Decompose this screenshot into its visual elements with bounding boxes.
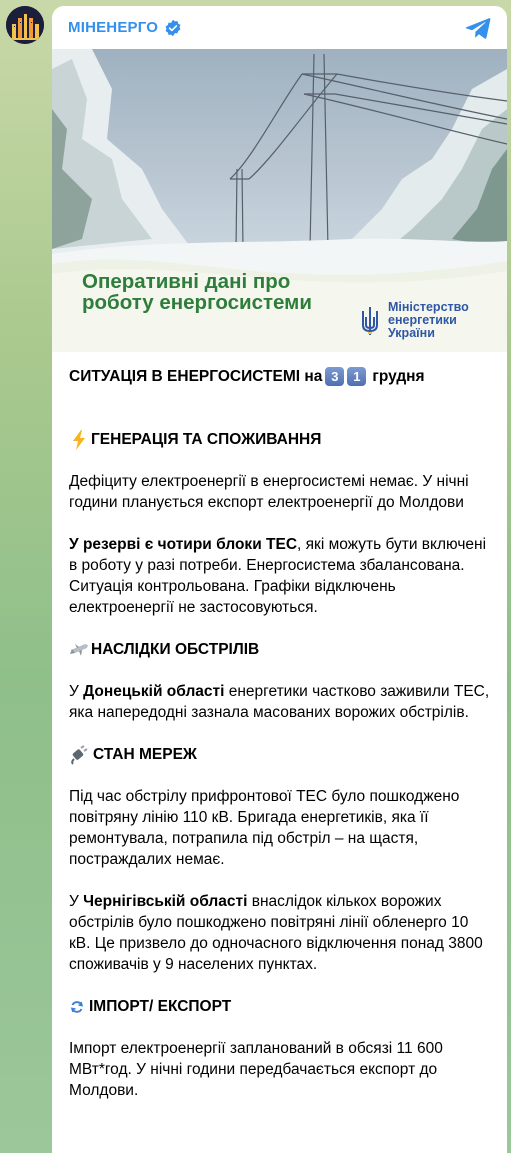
paragraph: Дефіциту електроенергії в енергосистемі немає. У нічні години планується експорт електроенергії до Молдови: [69, 473, 469, 511]
ministry-line-1: Міністерство: [388, 300, 469, 314]
paragraph-text: У: [69, 683, 84, 700]
section-title-text: НАСЛІДКИ ОБСТРІЛІВ: [91, 641, 260, 658]
section-title-text: ІМПОРТ/ ЕКСПОРТ: [89, 998, 232, 1015]
day-digit-badge: 3: [325, 367, 344, 386]
bold-text: У резерві є чотири блоки ТЕС: [69, 536, 298, 553]
paragraph: Імпорт електроенергії запланований в обсязі 11 600 МВт*год. У нічні години передбачається експорт до Молдови.: [69, 1040, 443, 1099]
ministry-logo-icon: [6, 6, 44, 44]
arrows-cycle-icon: [69, 997, 85, 1017]
paragraph-text: У: [69, 893, 84, 910]
ministry-logo: [360, 301, 469, 340]
missile-icon: [69, 640, 89, 660]
section-grid-title: [69, 744, 490, 765]
channel-avatar[interactable]: [6, 6, 44, 44]
post-banner-image[interactable]: [52, 49, 507, 352]
paragraph-text: внаслідок кількох ворожих обстрілів було пошкоджено повітряні лінії обленерго 10 кВ. Це призвело до одночасного відключення понад 3800 споживачів у 9 населених пунктах.: [69, 893, 483, 973]
section-import-export-title: [69, 996, 490, 1017]
channel-name[interactable]: МІНЕНЕРГО: [68, 19, 159, 36]
banner-title: Оперативні дані про роботу енергосистеми: [82, 270, 312, 314]
post-headline: [69, 366, 490, 387]
message-card: [52, 6, 507, 1153]
telegram-share-icon[interactable]: [465, 16, 491, 40]
ministry-line-2: енергетики: [388, 313, 457, 327]
section-generation-title: [69, 429, 490, 450]
paragraph-text: енергетики частково заживили ТЕС, яка напередодні зазнала масованих ворожих обстрілів.: [69, 683, 490, 721]
paragraph-text: , які можуть бути включені в роботу у разі потреби. Енергосистема збалансована. Ситуація контрольована. Графіки відключень електроенергії не застосовуються.: [69, 536, 487, 616]
ministry-line-3: України: [388, 326, 435, 340]
headline-prefix: СИТУАЦІЯ В ЕНЕРГОСИСТЕМІ на: [69, 368, 323, 385]
paragraph: [69, 534, 490, 618]
section-title-text: ГЕНЕРАЦІЯ ТА СПОЖИВАННЯ: [91, 431, 322, 448]
paragraph: Під час обстрілу прифронтової ТЕС було пошкоджено повітряну лінію 110 кВ. Бригада енергетиків, яка її ремонтувала, потрапила під обстріл – на щастя, постраждалих немає.: [69, 788, 460, 868]
paragraph: [69, 891, 490, 975]
lightning-icon: [69, 430, 89, 450]
trident-icon: [360, 305, 380, 337]
day-digit-badge: 1: [347, 367, 366, 386]
post-text: [52, 352, 507, 1101]
plug-icon: [69, 745, 89, 765]
section-title-text: СТАН МЕРЕЖ: [93, 746, 197, 763]
bold-text: Чернігівській області: [83, 893, 248, 910]
verified-icon: [164, 19, 182, 37]
bold-text: Донецькій області: [83, 683, 225, 700]
paragraph: [69, 681, 490, 723]
message-header: [52, 6, 507, 49]
headline-suffix: грудня: [372, 368, 425, 385]
section-shelling-title: [69, 639, 490, 660]
